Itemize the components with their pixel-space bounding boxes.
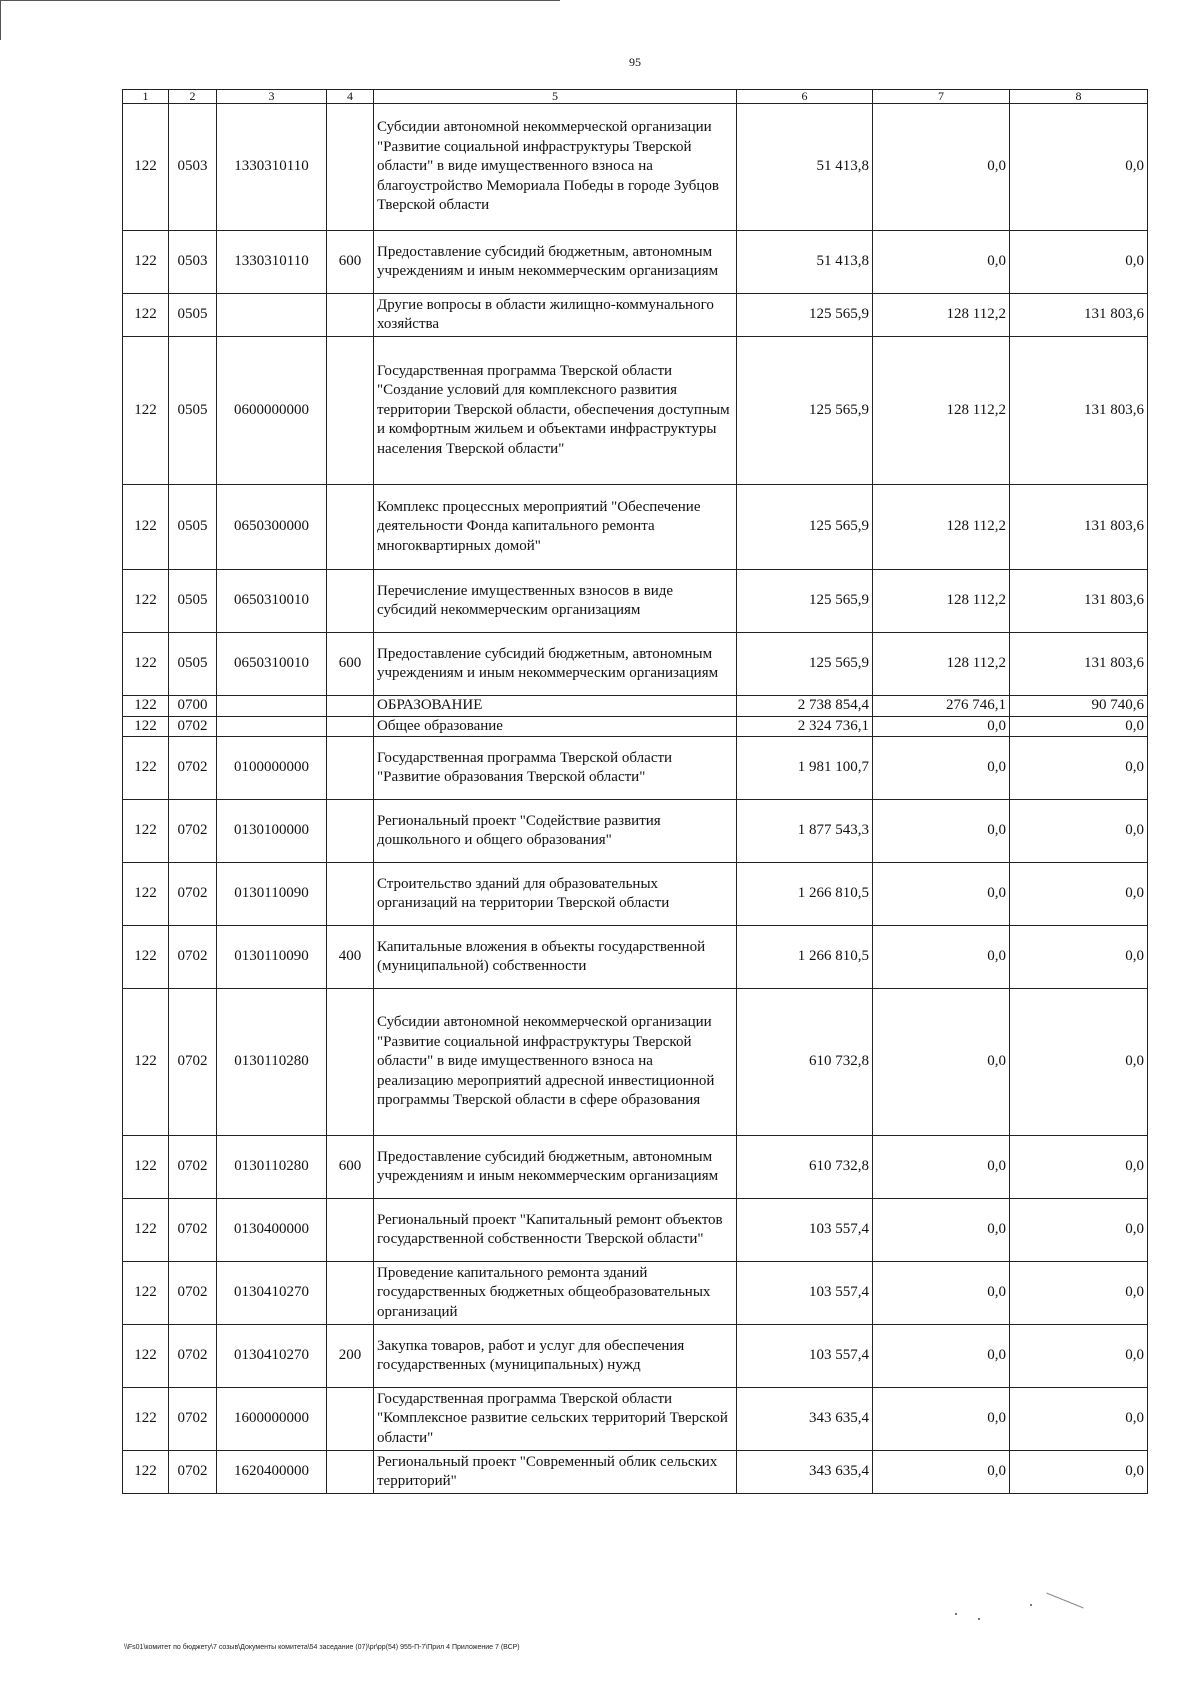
target-code: 0130400000 (217, 1199, 327, 1262)
table-row (123, 1388, 1148, 1451)
table-row (123, 737, 1148, 800)
section-code: 0505 (169, 337, 217, 485)
column-header: 5 (374, 90, 737, 104)
amount-col8: 0,0 (1010, 800, 1148, 863)
target-code (217, 696, 327, 717)
amount-col6: 1 981 100,7 (737, 737, 873, 800)
section-code: 0702 (169, 716, 217, 737)
amount-col6: 103 557,4 (737, 1262, 873, 1325)
admin-code: 122 (123, 863, 169, 926)
column-header: 7 (873, 90, 1010, 104)
item-name: Государственная программа Тверской области "Развитие образования Тверской области" (374, 737, 737, 800)
section-code: 0503 (169, 104, 217, 231)
section-code: 0702 (169, 1325, 217, 1388)
amount-col8: 0,0 (1010, 1388, 1148, 1451)
expense-type-code (327, 570, 374, 633)
target-code: 0600000000 (217, 337, 327, 485)
item-name: Предоставление субсидий бюджетным, автономным учреждениям и иным некоммерческим организациям (374, 231, 737, 294)
expense-type-code (327, 1199, 374, 1262)
section-code: 0700 (169, 696, 217, 717)
amount-col8: 131 803,6 (1010, 485, 1148, 570)
amount-col8: 0,0 (1010, 1262, 1148, 1325)
amount-col6: 125 565,9 (737, 485, 873, 570)
admin-code: 122 (123, 696, 169, 717)
target-code: 1330310110 (217, 231, 327, 294)
admin-code: 122 (123, 926, 169, 989)
admin-code: 122 (123, 1262, 169, 1325)
table-row (123, 800, 1148, 863)
table-row (123, 1199, 1148, 1262)
table-row (123, 989, 1148, 1136)
column-header: 6 (737, 90, 873, 104)
amount-col6: 610 732,8 (737, 989, 873, 1136)
amount-col7: 128 112,2 (873, 633, 1010, 696)
amount-col8: 131 803,6 (1010, 570, 1148, 633)
scan-edge (0, 0, 560, 1)
table-row (123, 863, 1148, 926)
amount-col7: 0,0 (873, 231, 1010, 294)
admin-code: 122 (123, 1199, 169, 1262)
section-code: 0505 (169, 633, 217, 696)
item-name: Перечисление имущественных взносов в виде субсидий некоммерческим организациям (374, 570, 737, 633)
admin-code: 122 (123, 294, 169, 337)
amount-col8: 0,0 (1010, 926, 1148, 989)
amount-col7: 276 746,1 (873, 696, 1010, 717)
admin-code: 122 (123, 800, 169, 863)
table-row (123, 1451, 1148, 1494)
expense-type-code (327, 696, 374, 717)
admin-code: 122 (123, 1451, 169, 1494)
table-row (123, 231, 1148, 294)
expense-type-code: 200 (327, 1325, 374, 1388)
section-code: 0702 (169, 737, 217, 800)
item-name: Субсидии автономной некоммерческой организации "Развитие социальной инфраструктуры Тверской области" в виде имущественного взноса на благоустройство Мемориала Победы в городе Зубцов Тверской области (374, 104, 737, 231)
amount-col7: 128 112,2 (873, 337, 1010, 485)
target-code (217, 716, 327, 737)
expense-type-code (327, 294, 374, 337)
target-code: 0650310010 (217, 570, 327, 633)
amount-col7: 0,0 (873, 1199, 1010, 1262)
amount-col6: 125 565,9 (737, 570, 873, 633)
amount-col8: 0,0 (1010, 1451, 1148, 1494)
scan-edge (0, 0, 1, 40)
amount-col8: 131 803,6 (1010, 294, 1148, 337)
amount-col8: 0,0 (1010, 989, 1148, 1136)
admin-code: 122 (123, 989, 169, 1136)
expense-type-code (327, 737, 374, 800)
amount-col7: 0,0 (873, 800, 1010, 863)
item-name: Региональный проект "Капитальный ремонт объектов государственной собственности Тверской области" (374, 1199, 737, 1262)
section-code: 0702 (169, 1451, 217, 1494)
amount-col6: 1 877 543,3 (737, 800, 873, 863)
amount-col6: 51 413,8 (737, 231, 873, 294)
target-code: 0130110090 (217, 926, 327, 989)
amount-col6: 103 557,4 (737, 1199, 873, 1262)
amount-col6: 51 413,8 (737, 104, 873, 231)
amount-col6: 1 266 810,5 (737, 863, 873, 926)
item-name: ОБРАЗОВАНИЕ (374, 696, 737, 717)
section-code: 0702 (169, 1262, 217, 1325)
amount-col7: 0,0 (873, 1388, 1010, 1451)
amount-col8: 0,0 (1010, 231, 1148, 294)
expense-type-code (327, 716, 374, 737)
amount-col6: 2 324 736,1 (737, 716, 873, 737)
section-code: 0702 (169, 863, 217, 926)
amount-col8: 131 803,6 (1010, 633, 1148, 696)
target-code: 0130100000 (217, 800, 327, 863)
amount-col6: 2 738 854,4 (737, 696, 873, 717)
table-row (123, 696, 1148, 717)
admin-code: 122 (123, 231, 169, 294)
expense-type-code: 600 (327, 633, 374, 696)
item-name: Другие вопросы в области жилищно-коммунального хозяйства (374, 294, 737, 337)
amount-col7: 0,0 (873, 1262, 1010, 1325)
item-name: Капитальные вложения в объекты государственной (муниципальной) собственности (374, 926, 737, 989)
target-code: 0130410270 (217, 1262, 327, 1325)
amount-col7: 0,0 (873, 1136, 1010, 1199)
table-row (123, 1262, 1148, 1325)
target-code: 1600000000 (217, 1388, 327, 1451)
admin-code: 122 (123, 716, 169, 737)
amount-col8: 90 740,6 (1010, 696, 1148, 717)
item-name: Закупка товаров, работ и услуг для обеспечения государственных (муниципальных) нужд (374, 1325, 737, 1388)
amount-col8: 0,0 (1010, 863, 1148, 926)
page-number: 95 (629, 55, 641, 69)
expense-type-code: 600 (327, 231, 374, 294)
amount-col7: 0,0 (873, 989, 1010, 1136)
admin-code: 122 (123, 633, 169, 696)
scan-mark (978, 1618, 980, 1620)
table-row (123, 485, 1148, 570)
table-row (123, 104, 1148, 231)
target-code: 1620400000 (217, 1451, 327, 1494)
section-code: 0505 (169, 570, 217, 633)
scan-mark (1030, 1604, 1032, 1606)
amount-col6: 103 557,4 (737, 1325, 873, 1388)
section-code: 0702 (169, 989, 217, 1136)
amount-col6: 610 732,8 (737, 1136, 873, 1199)
section-code: 0503 (169, 231, 217, 294)
item-name: Государственная программа Тверской области "Создание условий для комплексного развития территории Тверской области, обеспечения доступным и комфортным жильем и объектами инфраструктуры населения Тверской области" (374, 337, 737, 485)
amount-col8: 0,0 (1010, 1325, 1148, 1388)
table-row (123, 337, 1148, 485)
budget-table (122, 89, 1148, 1494)
amount-col7: 128 112,2 (873, 294, 1010, 337)
table-row (123, 633, 1148, 696)
admin-code: 122 (123, 1388, 169, 1451)
amount-col6: 125 565,9 (737, 337, 873, 485)
amount-col6: 343 635,4 (737, 1388, 873, 1451)
item-name: Предоставление субсидий бюджетным, автономным учреждениям и иным некоммерческим организациям (374, 1136, 737, 1199)
amount-col6: 343 635,4 (737, 1451, 873, 1494)
column-header: 4 (327, 90, 374, 104)
item-name: Проведение капитального ремонта зданий государственных бюджетных общеобразовательных организаций (374, 1262, 737, 1325)
item-name: Предоставление субсидий бюджетным, автономным учреждениям и иным некоммерческим организациям (374, 633, 737, 696)
item-name: Общее образование (374, 716, 737, 737)
target-code: 0650300000 (217, 485, 327, 570)
scan-mark (955, 1613, 957, 1615)
amount-col6: 125 565,9 (737, 633, 873, 696)
admin-code: 122 (123, 737, 169, 800)
admin-code: 122 (123, 1325, 169, 1388)
amount-col7: 0,0 (873, 926, 1010, 989)
expense-type-code (327, 485, 374, 570)
column-header: 2 (169, 90, 217, 104)
amount-col6: 125 565,9 (737, 294, 873, 337)
amount-col7: 128 112,2 (873, 570, 1010, 633)
amount-col7: 0,0 (873, 1325, 1010, 1388)
amount-col7: 0,0 (873, 1451, 1010, 1494)
amount-col7: 0,0 (873, 737, 1010, 800)
admin-code: 122 (123, 570, 169, 633)
expense-type-code (327, 1388, 374, 1451)
amount-col8: 0,0 (1010, 716, 1148, 737)
item-name: Региональный проект "Современный облик сельских территорий" (374, 1451, 737, 1494)
section-code: 0702 (169, 1199, 217, 1262)
item-name: Региональный проект "Содействие развития дошкольного и общего образования" (374, 800, 737, 863)
table-row (123, 570, 1148, 633)
expense-type-code (327, 863, 374, 926)
column-header: 8 (1010, 90, 1148, 104)
amount-col8: 0,0 (1010, 737, 1148, 800)
target-code: 0130110090 (217, 863, 327, 926)
table-header-row (123, 90, 1148, 104)
target-code: 1330310110 (217, 104, 327, 231)
table-row (123, 926, 1148, 989)
amount-col7: 128 112,2 (873, 485, 1010, 570)
admin-code: 122 (123, 1136, 169, 1199)
item-name: Субсидии автономной некоммерческой организации "Развитие социальной инфраструктуры Тверской области" в виде имущественного взноса на реализацию мероприятий адресной инвестиционной программы Тверской области в сфере образования (374, 989, 737, 1136)
admin-code: 122 (123, 337, 169, 485)
item-name: Строительство зданий для образовательных организаций на территории Тверской области (374, 863, 737, 926)
amount-col8: 0,0 (1010, 1199, 1148, 1262)
item-name: Государственная программа Тверской области "Комплексное развитие сельских территорий Тверской области" (374, 1388, 737, 1451)
table-row (123, 1136, 1148, 1199)
expense-type-code (327, 1262, 374, 1325)
admin-code: 122 (123, 104, 169, 231)
target-code: 0650310010 (217, 633, 327, 696)
table-row (123, 294, 1148, 337)
section-code: 0505 (169, 294, 217, 337)
section-code: 0702 (169, 800, 217, 863)
target-code: 0130410270 (217, 1325, 327, 1388)
amount-col7: 0,0 (873, 863, 1010, 926)
table-row (123, 1325, 1148, 1388)
amount-col8: 131 803,6 (1010, 337, 1148, 485)
expense-type-code (327, 104, 374, 231)
item-name: Комплекс процессных мероприятий "Обеспечение деятельности Фонда капитального ремонта многоквартирных домой" (374, 485, 737, 570)
target-code (217, 294, 327, 337)
admin-code: 122 (123, 485, 169, 570)
amount-col7: 0,0 (873, 104, 1010, 231)
column-header: 1 (123, 90, 169, 104)
target-code: 0130110280 (217, 1136, 327, 1199)
scan-mark (1046, 1593, 1083, 1609)
expense-type-code (327, 337, 374, 485)
table-row (123, 716, 1148, 737)
amount-col8: 0,0 (1010, 104, 1148, 231)
section-code: 0702 (169, 1136, 217, 1199)
expense-type-code (327, 1451, 374, 1494)
amount-col6: 1 266 810,5 (737, 926, 873, 989)
column-header: 3 (217, 90, 327, 104)
section-code: 0702 (169, 1388, 217, 1451)
target-code: 0130110280 (217, 989, 327, 1136)
amount-col7: 0,0 (873, 716, 1010, 737)
amount-col8: 0,0 (1010, 1136, 1148, 1199)
section-code: 0505 (169, 485, 217, 570)
expense-type-code: 400 (327, 926, 374, 989)
expense-type-code (327, 800, 374, 863)
section-code: 0702 (169, 926, 217, 989)
expense-type-code: 600 (327, 1136, 374, 1199)
expense-type-code (327, 989, 374, 1136)
file-path-footer: \\Fs01\комитет по бюджету\7 созыв\Документы комитета\54 заседание (07)\pr\pp(54) 955-П-7\Прил 4 Приложение 7 (ВСР) (124, 1644, 520, 1651)
target-code: 0100000000 (217, 737, 327, 800)
